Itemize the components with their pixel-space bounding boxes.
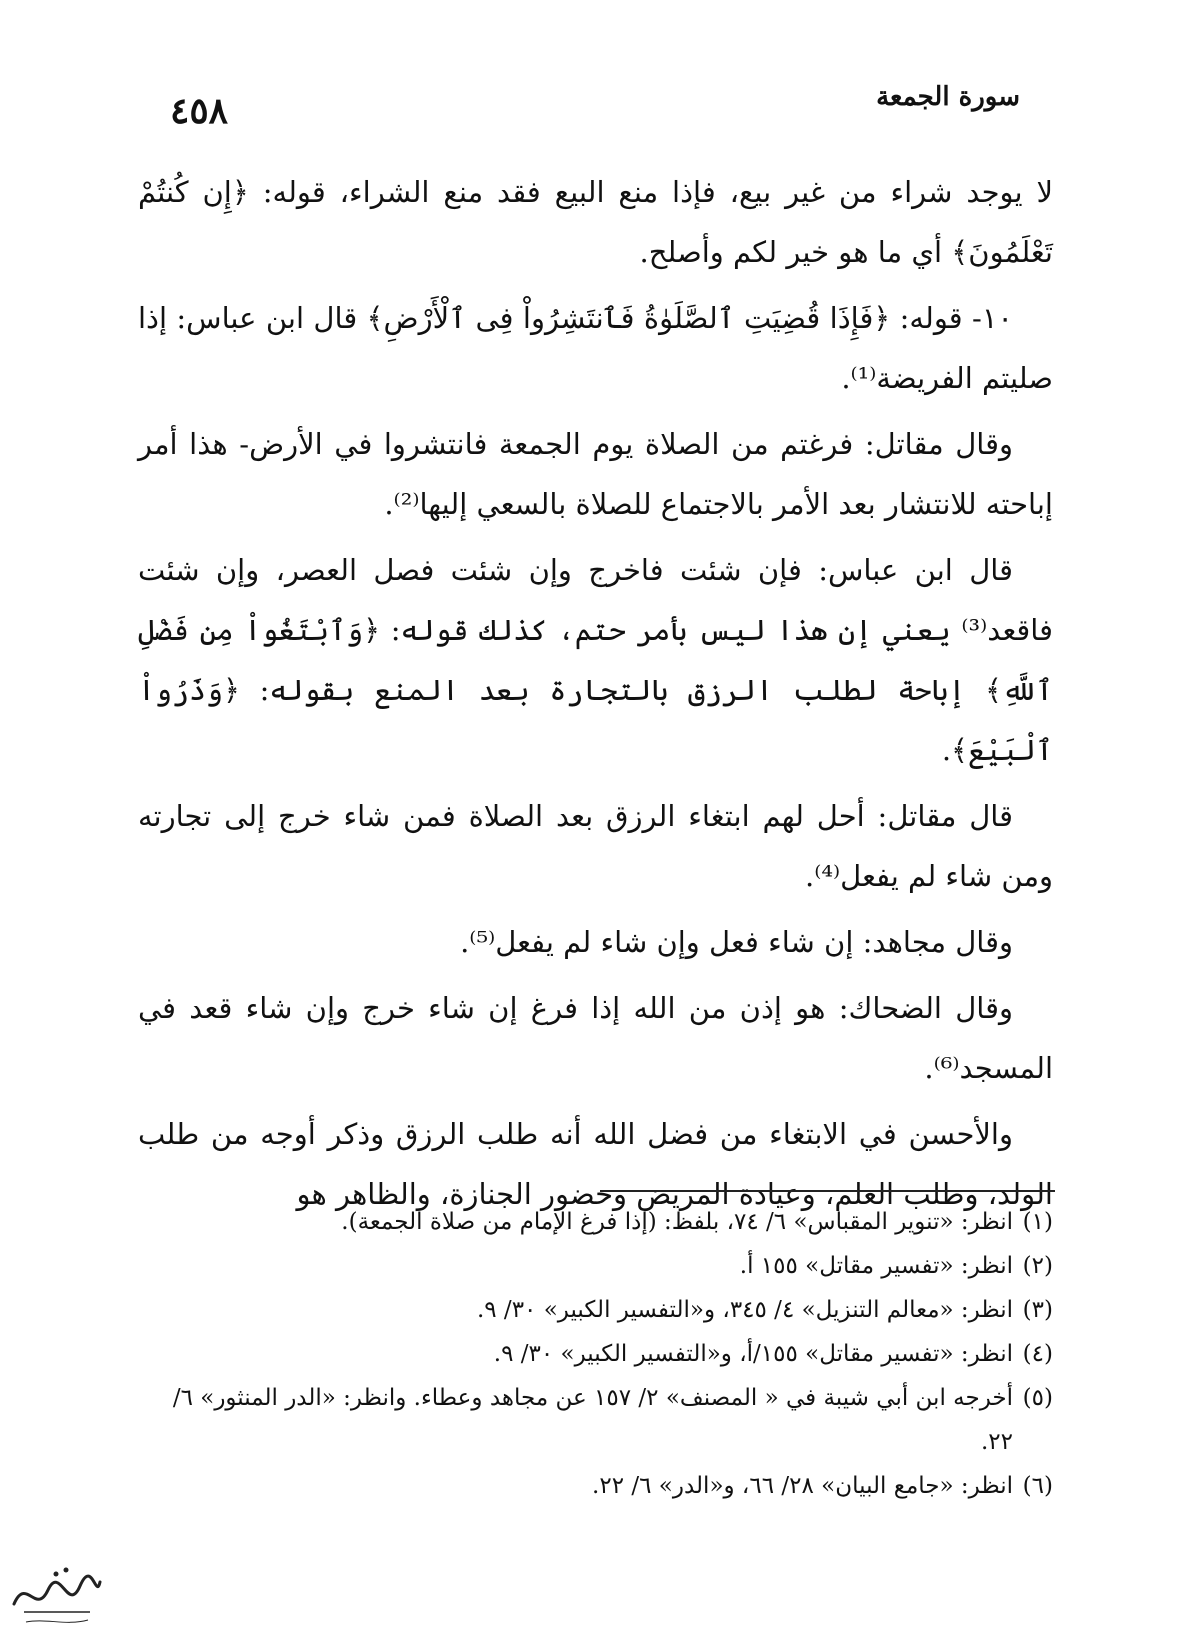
paragraph: قال مقاتل: أحل لهم ابتغاء الرزق بعد الصلاة فمن شاء خرج إلى تجارته ومن شاء لم يفعل⁽⁴⁾. bbox=[138, 799, 1053, 893]
footnote-number: (٥) bbox=[1022, 1385, 1053, 1411]
paragraph: وقال الضحاك: هو إذن من الله إذا فرغ إن شاء خرج وإن شاء قعد في المسجد⁽⁶⁾. bbox=[138, 991, 1053, 1085]
footnote-number: (١) bbox=[1022, 1209, 1053, 1235]
footnote-text: انظر: «معالم التنزيل» ٤/ ٣٤٥، و«التفسير الكبير» ٣٠/ ٩. bbox=[476, 1297, 1013, 1323]
footnote-number: (٣) bbox=[1022, 1297, 1053, 1323]
page-number: ٤٥٨ bbox=[170, 90, 229, 132]
footnote-text: انظر: «جامع البيان» ٢٨/ ٦٦، و«الدر» ٦/ ٢٢. bbox=[592, 1473, 1013, 1499]
paragraph: لا يوجد شراء من غير بيع، فإذا منع البيع فقد منع الشراء، قوله: ﴿إِن كُنتُمْ تَعْلَمُونَ﴾ أي ما هو خير لكم وأصلح. bbox=[138, 175, 1053, 269]
footnote bbox=[138, 1200, 1053, 1244]
footnote-number: (٤) bbox=[1022, 1341, 1053, 1367]
paragraph: قال ابن عباس: فإن شئت فاخرج وإن شئت فصل العصر، وإن شئت فاقعد⁽³⁾ يعني إن هذا ليس بأمر حتم، كذلك قوله: ﴿وَٱبْتَغُواْ مِن فَضْلِ ٱللَّهِ﴾ إباحة لطلب الرزق بالتجارة بعد المنع بقوله: ﴿وَذَرُواْ ٱلْبَيْعَ﴾. bbox=[138, 553, 1053, 767]
footnote bbox=[138, 1244, 1053, 1288]
footnote-text: انظر: «تفسير مقاتل» ١٥٥/أ، و«التفسير الكبير» ٣٠/ ٩. bbox=[493, 1341, 1013, 1367]
paragraph: وقال مقاتل: فرغتم من الصلاة يوم الجمعة فانتشروا في الأرض- هذا أمر إباحته للانتشار بعد الأمر بالاجتماع للصلاة بالسعي إليها⁽²⁾. bbox=[138, 427, 1053, 521]
footnote bbox=[138, 1376, 1053, 1464]
footnote-text: انظر: «تنوير المقباس» ٦/ ٧٤، بلفظ: (إذا فرغ الإمام من صلاة الجمعة). bbox=[341, 1209, 1013, 1235]
footnotes bbox=[138, 1200, 1053, 1508]
footnote bbox=[138, 1332, 1053, 1376]
main-text bbox=[138, 162, 1053, 1230]
page-header bbox=[170, 72, 1020, 132]
footnote-number: (٢) bbox=[1022, 1253, 1053, 1279]
paragraph: ١٠- قوله: ﴿فَإِذَا قُضِيَتِ ٱلصَّلَوٰةُ فَٱنتَشِرُواْ فِى ٱلْأَرْضِ﴾ قال ابن عباس: إذا صليتم الفريضة⁽¹⁾. bbox=[138, 301, 1053, 395]
paragraph: وقال مجاهد: إن شاء فعل وإن شاء لم يفعل⁽⁵⁾. bbox=[460, 925, 1013, 959]
paragraph: والأحسن في الابتغاء من فضل الله أنه طلب الرزق وذكر أوجه من طلب الولد، وطلب العلم، وعيادة المريض وحضور الجنازة، والظاهر هو bbox=[138, 1117, 1053, 1211]
running-title: سورة الجمعة bbox=[876, 82, 1020, 112]
footnote bbox=[138, 1464, 1053, 1508]
footnote bbox=[138, 1288, 1053, 1332]
publisher-logo-mark bbox=[6, 1556, 106, 1636]
footnote-number: (٦) bbox=[1022, 1473, 1053, 1499]
publisher-logo bbox=[6, 1556, 106, 1636]
footnote-text: أخرجه ابن أبي شيبة في « المصنف» ٢/ ١٥٧ عن مجاهد وعطاء. وانظر: «الدر المنثور» ٦/ ٢٢. bbox=[172, 1385, 1013, 1455]
footnote-divider bbox=[600, 1190, 1055, 1192]
footnote-text: انظر: «تفسير مقاتل» ١٥٥ أ. bbox=[739, 1253, 1013, 1279]
